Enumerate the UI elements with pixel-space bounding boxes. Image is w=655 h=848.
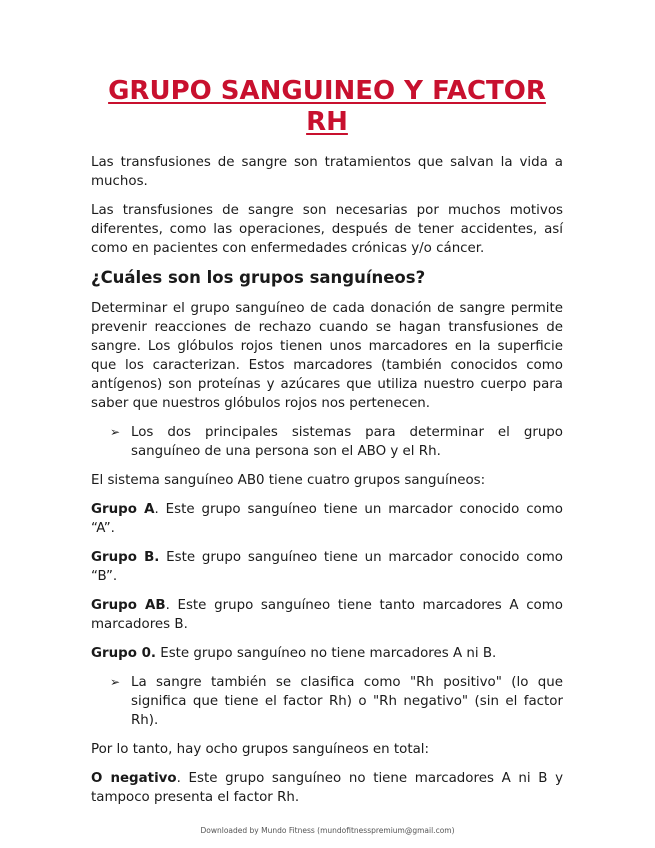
group-b-label: Grupo B. (91, 550, 160, 565)
o-negative-label: O negativo (91, 771, 177, 786)
group-a-text: . Este grupo sanguíneo tiene un marcador conocido como “A”. (91, 502, 563, 536)
group-0-label: Grupo 0. (91, 646, 156, 661)
group-a-paragraph (91, 500, 563, 538)
group-b-text: Este grupo sanguíneo tiene un marcador conocido como “B”. (91, 550, 563, 584)
o-negative-text: . Este grupo sanguíneo no tiene marcadores A ni B y tampoco presenta el factor Rh. (91, 771, 564, 805)
paragraph-intro: Las transfusiones de sangre son tratamientos que salvan la vida a muchos. (91, 155, 563, 189)
title-line-2: RH (306, 107, 348, 137)
paragraph-eight-groups: Por lo tanto, hay ocho grupos sanguíneos en total: (91, 742, 430, 757)
document-title (91, 76, 563, 138)
group-a-label: Grupo A (91, 502, 155, 517)
section-heading: ¿Cuáles son los grupos sanguíneos? (91, 268, 426, 287)
group-ab-label: Grupo AB (91, 598, 166, 613)
group-ab-text: . Este grupo sanguíneo tiene tanto marcadores A como marcadores B. (91, 598, 563, 632)
paragraph-abo-system: El sistema sanguíneo AB0 tiene cuatro grupos sanguíneos: (91, 473, 486, 488)
bullet-item-systems (91, 423, 563, 461)
arrow-bullet-icon: ➢ (110, 675, 121, 689)
document-page (91, 76, 563, 807)
bullet-item-rh (91, 673, 563, 730)
title-line-1: GRUPO SANGUINEO Y FACTOR (108, 76, 546, 106)
download-footer: Downloaded by Mundo Fitness (mundofitnesspremium@gmail.com) (200, 826, 455, 835)
paragraph-determination: Determinar el grupo sanguíneo de cada donación de sangre permite prevenir reacciones de rechazo cuando se hagan transfusiones de sangre. Los glóbulos rojos tienen unos marcadores en la superficie que los caracterizan. Estos marcadores (también conocidos como antígenos) son proteínas y azúcares que utiliza nuestro cuerpo para saber que nuestros glóbulos rojos nos pertenecen. (91, 301, 563, 411)
group-ab-paragraph (91, 596, 563, 634)
group-b-paragraph (91, 548, 563, 586)
group-0-text: Este grupo sanguíneo no tiene marcadores A ni B. (155, 646, 497, 661)
paragraph-necessity: Las transfusiones de sangre son necesarias por muchos motivos diferentes, como las operaciones, después de tener accidentes, así como en pacientes con enfermedades crónicas y/o cáncer. (91, 203, 563, 256)
bullet-text: Los dos principales sistemas para determinar el grupo sanguíneo de una persona son el ABO y el Rh. (131, 425, 563, 459)
group-0-paragraph (91, 644, 563, 663)
o-negative-paragraph (91, 769, 563, 807)
bullet-text: La sangre también se clasifica como "Rh positivo" (lo que significa que tiene el factor Rh) o "Rh negativo" (sin el factor Rh). (131, 675, 563, 728)
arrow-bullet-icon: ➢ (110, 425, 121, 439)
